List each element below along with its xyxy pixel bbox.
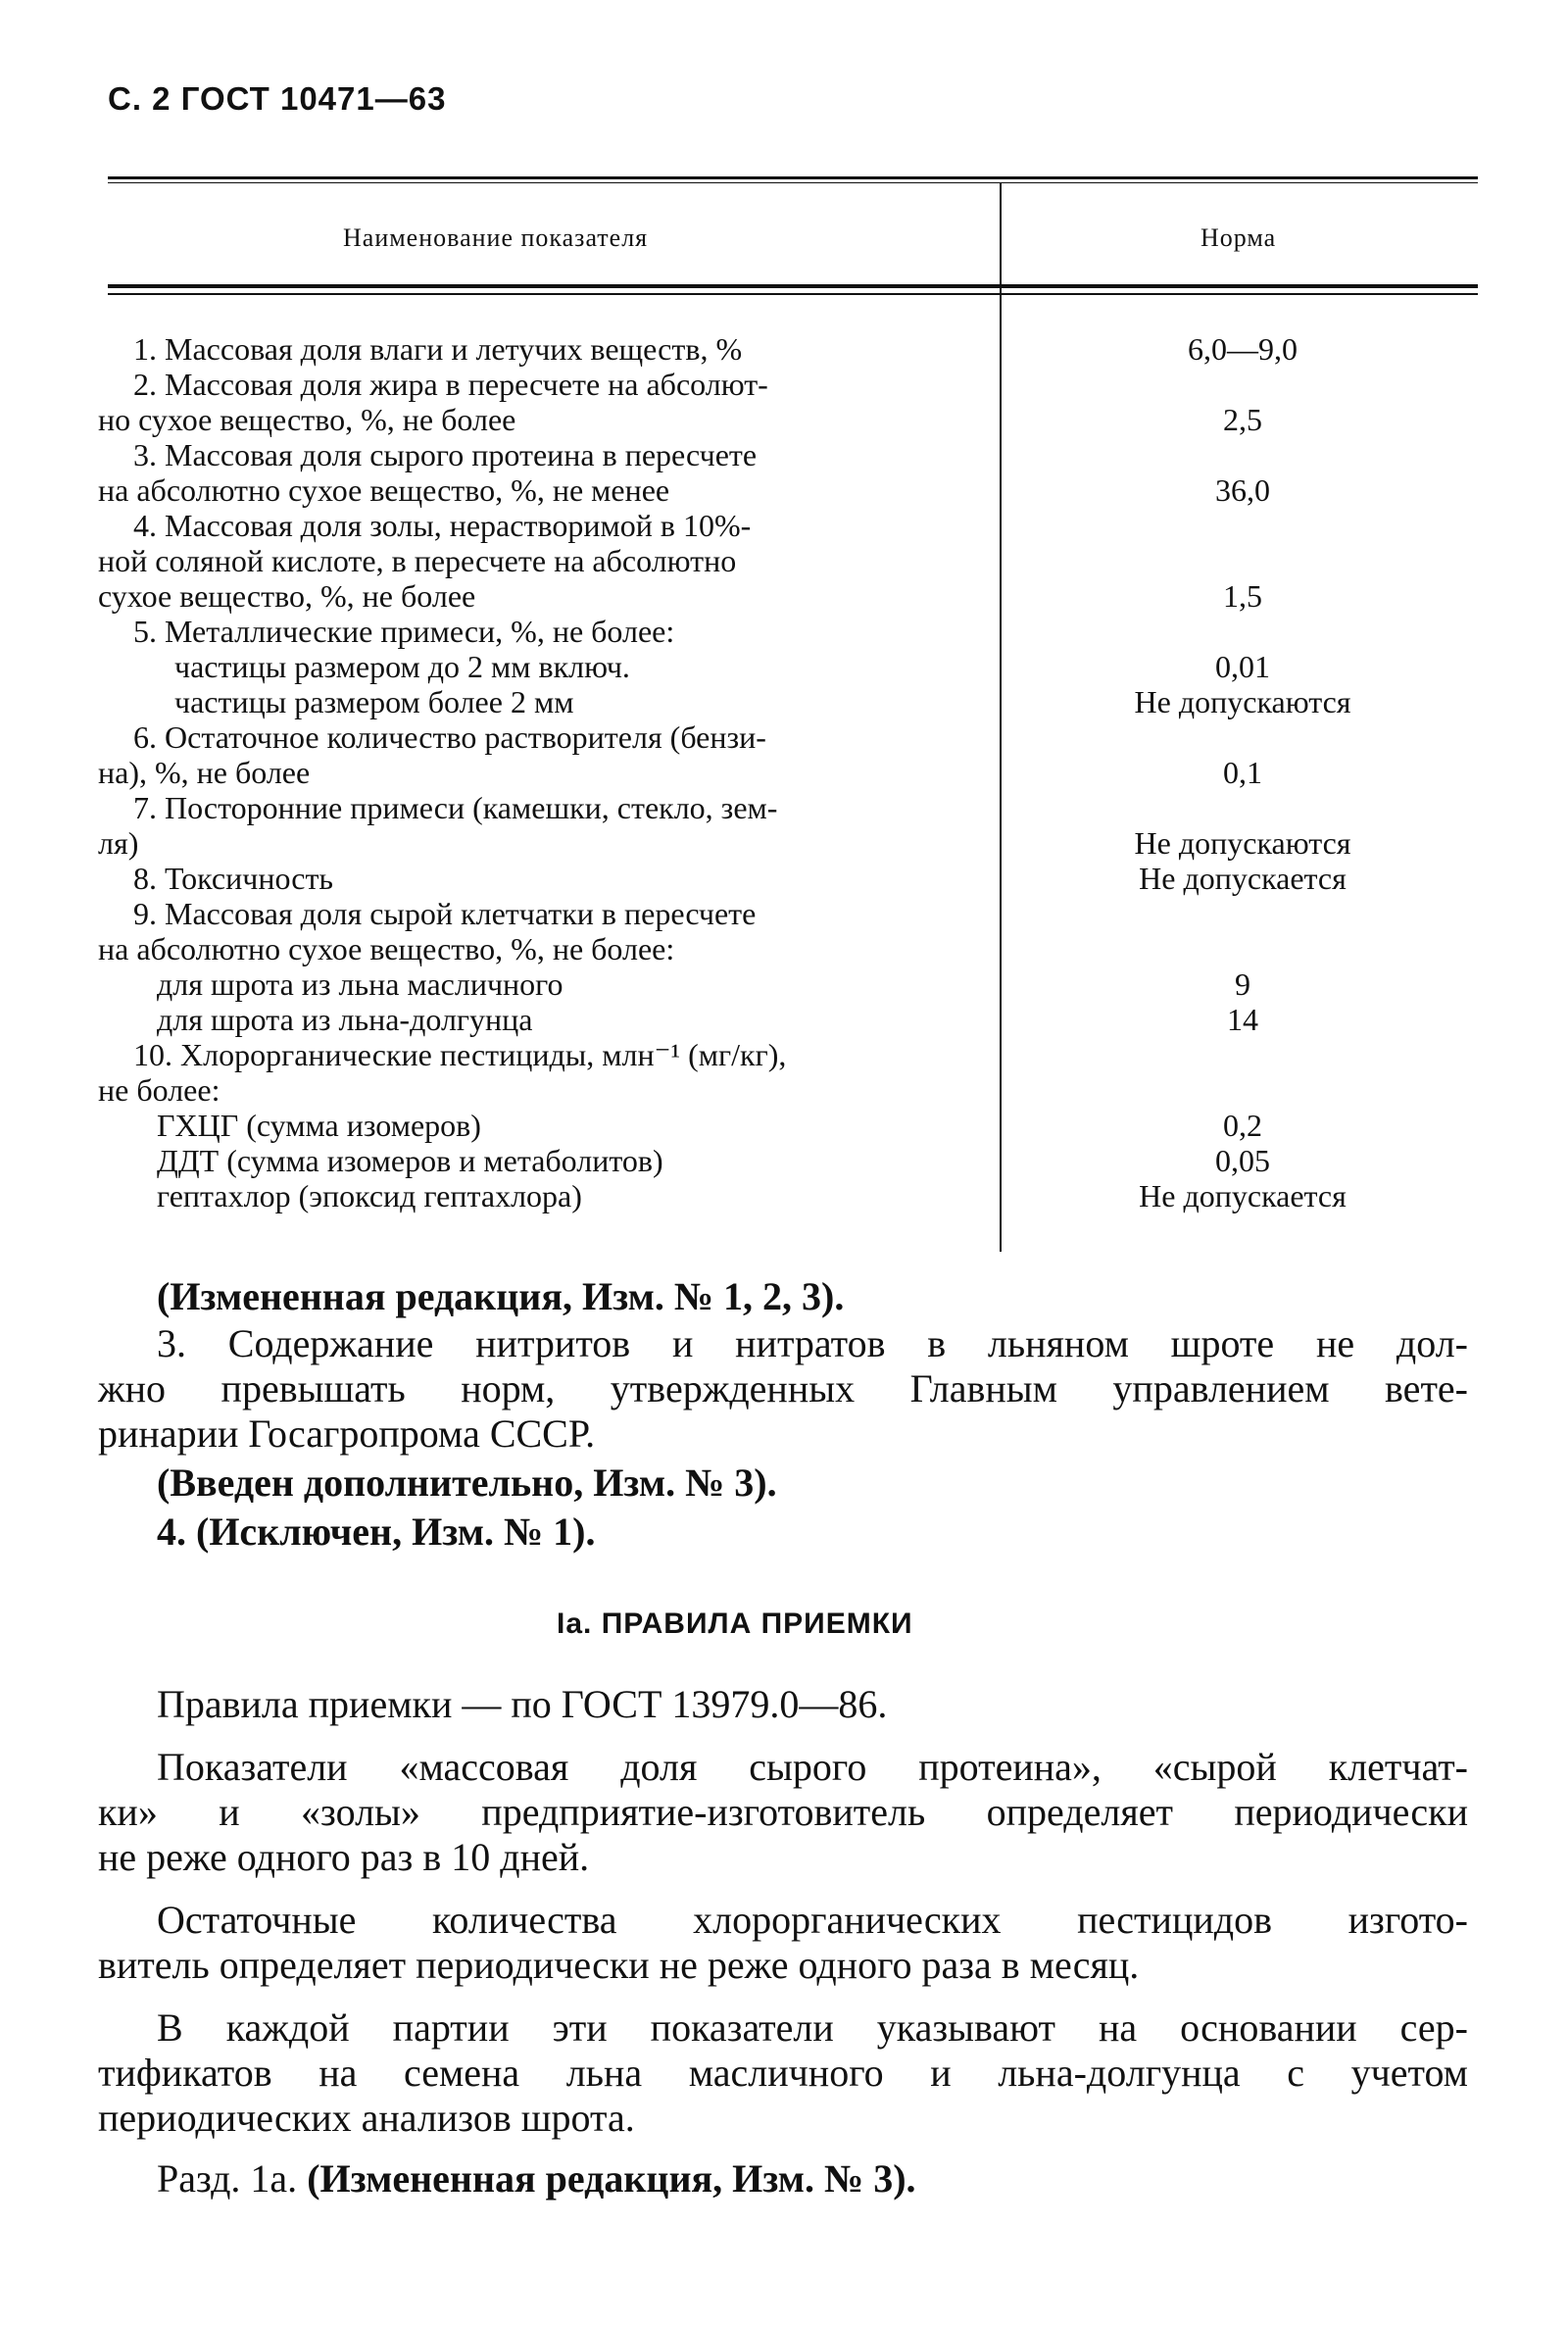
paragraph-line: витель определяет периодически не реже одного раза в месяц. <box>98 1943 1140 1987</box>
paragraph-line: жно превышать норм, утвержденных Главным управлением вете- <box>98 1366 1468 1410</box>
paragraph-line: тификатов на семена льна масличного и льна-долгунца с учетом <box>98 2051 1468 2095</box>
norm-value: 0,2 <box>1223 1108 1262 1143</box>
table-line: 3. Массовая доля сырого протеина в пересчете <box>133 437 758 472</box>
table-header-rule <box>108 284 1478 288</box>
column-header-norm: Норма <box>1200 223 1277 252</box>
table-top-rule-thin <box>108 182 1478 183</box>
norm-value: 9 <box>1235 966 1250 1002</box>
table-line: 7. Посторонние примеси (камешки, стекло, зем- <box>133 790 778 825</box>
column-header-name: Наименование показателя <box>343 223 649 252</box>
paragraph-line: Правила приемки — по ГОСТ 13979.0—86. <box>157 1682 888 1726</box>
table-line: 6. Остаточное количество растворителя (бензи- <box>133 719 766 755</box>
norm-value: Не допускаются <box>1134 684 1351 719</box>
paragraph-line: ки» и «золы» предприятие-изготовитель определяет периодически <box>98 1790 1468 1834</box>
paragraph-line: Остаточные количества хлорорганических пестицидов изгото- <box>157 1898 1468 1942</box>
norm-value: Не допускается <box>1139 1178 1347 1213</box>
table-line: ДДТ (сумма изомеров и метаболитов) <box>157 1143 663 1178</box>
paragraph-line: В каждой партии эти показатели указывают на основании сер- <box>157 2005 1468 2050</box>
norm-value: 0,05 <box>1215 1143 1270 1178</box>
table-line: 10. Хлорорганические пестициды, млн⁻¹ (мг/кг), <box>133 1037 787 1072</box>
table-line: 8. Токсичность <box>133 861 334 896</box>
table-line: на), %, не более <box>98 755 311 790</box>
table-line: гептахлор (эпоксид гептахлора) <box>157 1178 582 1213</box>
table-line: 5. Металлические примеси, %, не более: <box>133 614 675 649</box>
table-line: 4. Массовая доля золы, нерастворимой в 10%- <box>133 508 752 543</box>
norm-value: 6,0—9,0 <box>1188 331 1298 367</box>
norm-value: Не допускаются <box>1134 825 1351 861</box>
norm-value: 36,0 <box>1215 472 1270 508</box>
table-column-divider <box>1000 182 1002 1252</box>
table-line: не более: <box>98 1072 220 1108</box>
amendment-note: (Введен дополнительно, Изм. № 3). <box>157 1460 777 1505</box>
paragraph-line: не реже одного раз в 10 дней. <box>98 1835 590 1879</box>
paragraph-line: 3. Содержание нитритов и нитратов в льняном шроте не дол- <box>157 1321 1468 1365</box>
norm-value: Не допускается <box>1139 861 1347 896</box>
section-title: Iа. ПРАВИЛА ПРИЕМКИ <box>557 1608 913 1640</box>
table-line: 1. Массовая доля влаги и летучих веществ, % <box>133 331 743 367</box>
table-line: на абсолютно сухое вещество, %, не более: <box>98 931 675 966</box>
page-header: С. 2 ГОСТ 10471—63 <box>108 80 447 117</box>
table-line: для шрота из льна масличного <box>157 966 564 1002</box>
paragraph-line: Показатели «массовая доля сырого протеина», «сырой клетчат- <box>157 1745 1468 1789</box>
table-line: сухое вещество, %, не более <box>98 578 476 614</box>
table-line: частицы размером до 2 мм включ. <box>174 649 630 684</box>
amendment-note: (Измененная редакция, Изм. № 3). <box>307 2156 916 2201</box>
table-top-rule <box>108 176 1478 179</box>
table-line: ля) <box>98 825 139 861</box>
table-line: но сухое вещество, %, не более <box>98 402 516 437</box>
norm-value: 0,1 <box>1223 755 1262 790</box>
table-line: для шрота из льна-долгунца <box>157 1002 533 1037</box>
paragraph-line: ринарии Госагропрома СССР. <box>98 1411 596 1456</box>
section-amendment <box>157 2156 916 2202</box>
norm-value: 14 <box>1227 1002 1258 1037</box>
table-line: 2. Массовая доля жира в пересчете на абсолют- <box>133 367 768 402</box>
excluded-note: 4. (Исключен, Изм. № 1). <box>157 1509 596 1554</box>
table-line: ной соляной кислоте, в пересчете на абсолютно <box>98 543 737 578</box>
table-header-rule-thin <box>108 293 1478 295</box>
table-line: 9. Массовая доля сырой клетчатки в пересчете <box>133 896 757 931</box>
norm-value: 0,01 <box>1215 649 1270 684</box>
table-line: на абсолютно сухое вещество, %, не менее <box>98 472 670 508</box>
table-line: ГХЦГ (сумма изомеров) <box>157 1108 481 1143</box>
amendment-note: (Измененная редакция, Изм. № 1, 2, 3). <box>157 1274 845 1318</box>
norm-value: 1,5 <box>1223 578 1262 614</box>
norm-value: 2,5 <box>1223 402 1262 437</box>
table-line: частицы размером более 2 мм <box>174 684 574 719</box>
paragraph-line: периодических анализов шрота. <box>98 2096 635 2140</box>
section-ref: Разд. 1а. <box>157 2156 298 2201</box>
